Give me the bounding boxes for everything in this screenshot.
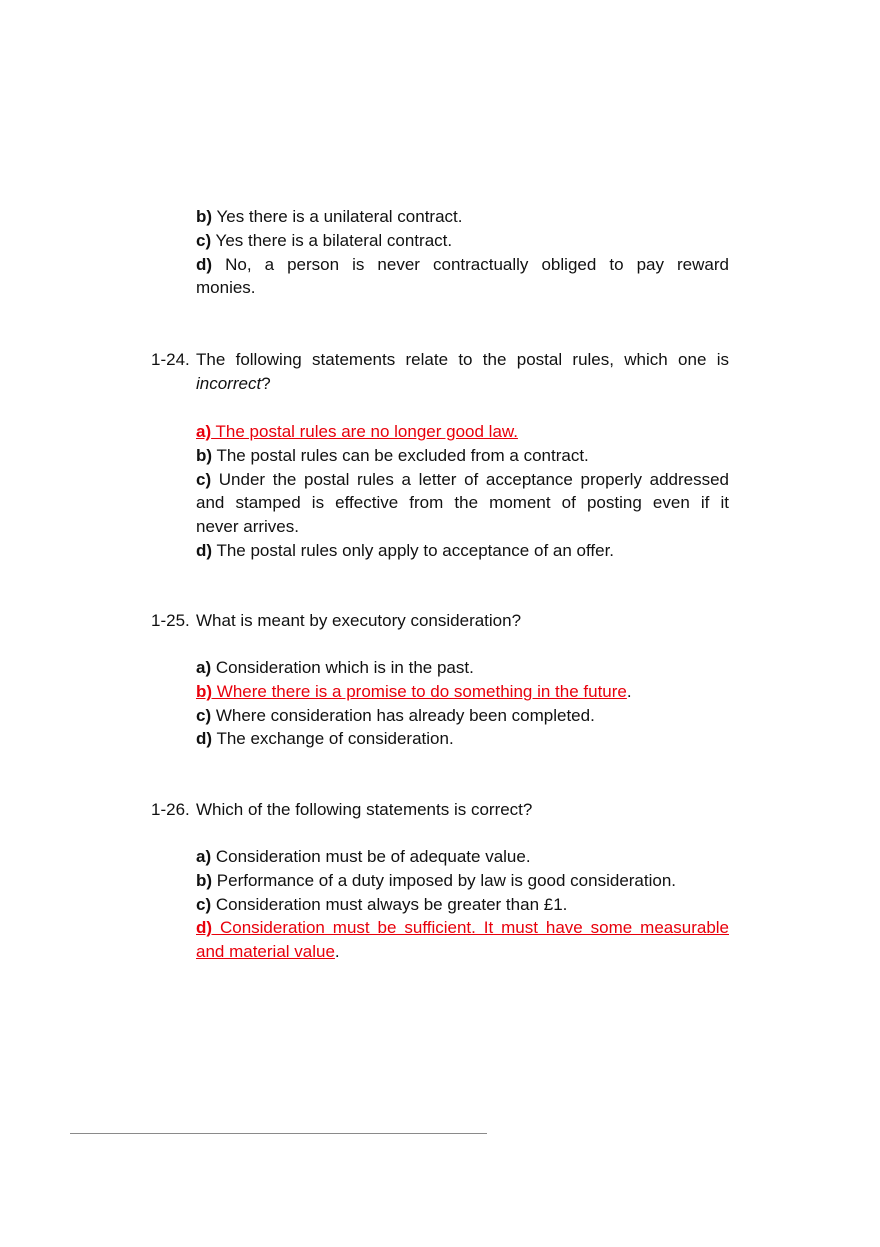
option-letter: b) <box>196 207 213 226</box>
option-text: Consideration which is in the past. <box>211 658 474 677</box>
option-letter: d) <box>196 918 213 938</box>
option-text: Consideration must always be greater than £1. <box>211 894 568 914</box>
option-letter: b) <box>196 445 213 465</box>
option-text: Consideration must be sufficient. It must have some measurable <box>212 918 729 938</box>
option-letter: a) <box>196 422 212 441</box>
question-number: 1-24. <box>151 350 190 369</box>
question-stem <box>151 609 729 633</box>
option-letter: b) <box>196 681 213 701</box>
option-text: The postal rules are no longer good law. <box>211 422 518 441</box>
continuation-options <box>196 205 729 300</box>
question-emphasis: incorrect <box>196 373 262 393</box>
option-text: Where consideration has already been completed. <box>211 705 595 725</box>
option-text: The postal rules only apply to acceptance of an offer. <box>212 540 615 560</box>
option-d-correct <box>196 916 729 940</box>
option-text: Performance of a duty imposed by law is good consideration. <box>212 870 677 890</box>
option-letter: d) <box>196 540 213 560</box>
question-punctuation: ? <box>261 373 271 393</box>
question-stem <box>151 798 729 822</box>
option-letter: a) <box>196 658 212 677</box>
question-1-24 <box>151 348 729 396</box>
option-letter: d) <box>196 254 213 274</box>
option-trailing: . <box>334 942 340 962</box>
option-letter: b) <box>196 870 213 890</box>
option-d <box>196 539 729 563</box>
correct-answer-highlight: and material value <box>196 942 335 962</box>
option-b <box>196 205 729 229</box>
option-letter: c) <box>196 894 212 914</box>
option-text: Yes there is a unilateral contract. <box>212 207 463 226</box>
option-d <box>196 727 729 751</box>
question-1-26 <box>151 798 729 822</box>
option-a <box>196 656 729 680</box>
option-text: Where there is a promise to do something in the future <box>212 681 627 701</box>
footnote-separator <box>70 1133 487 1134</box>
option-letter: c) <box>196 705 212 725</box>
question-text: The following statements relate to the postal rules, which one is <box>196 350 729 369</box>
question-text: Which of the following statements is correct? <box>196 800 533 819</box>
option-c-continued-2: never arrives. <box>196 517 299 537</box>
option-d <box>196 253 729 277</box>
option-c <box>196 229 729 253</box>
option-letter: a) <box>196 847 212 866</box>
option-letter: d) <box>196 729 213 749</box>
question-1-25 <box>151 609 729 633</box>
option-b <box>196 869 729 893</box>
option-letter: c) <box>196 230 212 250</box>
option-c <box>196 468 729 492</box>
option-b <box>196 444 729 468</box>
option-text: Consideration must be of adequate value. <box>211 847 531 866</box>
option-a-correct <box>196 420 729 444</box>
option-trailing: . <box>626 681 632 701</box>
option-a <box>196 845 729 869</box>
options-1-24 <box>196 420 729 563</box>
option-c-continued: and stamped is effective from the moment of posting even if it <box>196 493 729 513</box>
options-1-25 <box>196 656 729 751</box>
option-b-correct <box>196 680 729 704</box>
option-c <box>196 893 729 917</box>
option-text: Yes there is a bilateral contract. <box>211 230 453 250</box>
question-number: 1-25. <box>151 611 190 630</box>
question-text: What is meant by executory consideration? <box>196 611 522 630</box>
question-text-continued <box>151 372 729 396</box>
option-text: The postal rules can be excluded from a contract. <box>212 445 589 465</box>
options-1-26 <box>196 845 729 964</box>
question-stem <box>151 348 729 372</box>
option-text: The exchange of consideration. <box>212 729 454 749</box>
option-c <box>196 704 729 728</box>
option-letter: c) <box>196 469 212 489</box>
option-text: Under the postal rules a letter of acceptance properly addressed <box>211 469 729 489</box>
question-number: 1-26. <box>151 800 190 819</box>
option-d-continued: monies. <box>196 278 256 298</box>
option-text: No, a person is never contractually obliged to pay reward <box>225 254 729 274</box>
correct-answer-highlight <box>196 682 627 701</box>
option-d-continued <box>196 940 729 964</box>
